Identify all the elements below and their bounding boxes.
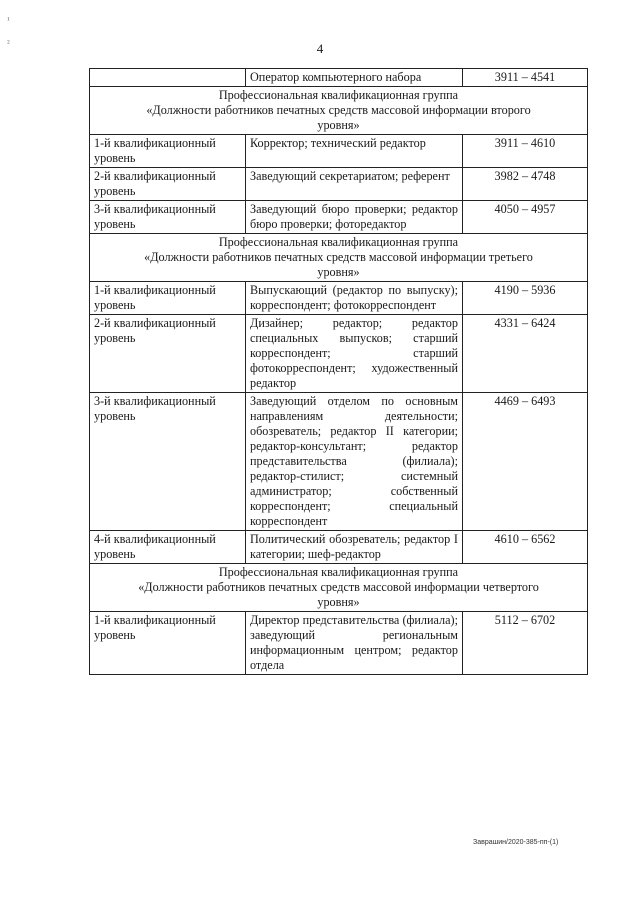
positions-cell: Заведующий секретариатом; референт [246, 168, 463, 201]
positions-cell: Выпускающий (редактор по выпуску); корреспондент; фотокорреспондент [246, 282, 463, 315]
group-header-row [90, 87, 588, 135]
qualification-level-cell [90, 168, 246, 201]
qualification-level-text: уровень [94, 151, 136, 165]
table-row [90, 315, 588, 393]
salary-range-cell: 4190 – 5936 [463, 282, 588, 315]
qualification-level-text: уровень [94, 298, 136, 312]
qualification-level-text: 2-й квалификационный [94, 169, 216, 183]
table-row [90, 531, 588, 564]
qualification-level-cell [90, 612, 246, 675]
qualification-level-text: уровень [94, 331, 136, 345]
group-header-line: «Должности работников печатных средств массовой информации второго [146, 103, 531, 117]
qualification-level-cell [90, 393, 246, 531]
positions-cell: Дизайнер; редактор; редактор специальных выпусков; старший корреспондент; старший фотокорреспондент; художественный редактор [246, 315, 463, 393]
qualification-level-cell [90, 315, 246, 393]
qualification-level-text: уровень [94, 184, 136, 198]
salary-range-cell: 5112 – 6702 [463, 612, 588, 675]
margin-mark: ² [7, 38, 10, 48]
qualification-level-text: 1-й квалификационный [94, 136, 216, 150]
qualification-level-text: уровень [94, 547, 136, 561]
group-header-row [90, 234, 588, 282]
group-header-line: «Должности работников печатных средств массовой информации четвертого [138, 580, 539, 594]
document-footer-code: Заврашин/2020-385-пп-(1) [473, 839, 559, 846]
table-row [90, 69, 588, 87]
salary-range-cell: 3982 – 4748 [463, 168, 588, 201]
table-row [90, 135, 588, 168]
qualification-level-text: 2-й квалификационный [94, 316, 216, 330]
group-header-cell [90, 564, 588, 612]
qualification-level-text: уровень [94, 217, 136, 231]
qualification-level-cell [90, 282, 246, 315]
qualification-level-text: 1-й квалификационный [94, 613, 216, 627]
group-header-line: Профессиональная квалификационная группа [218, 88, 459, 102]
table-row [90, 282, 588, 315]
qualification-level-cell [90, 201, 246, 234]
positions-cell: Корректор; технический редактор [246, 135, 463, 168]
salary-range-cell: 3911 – 4541 [463, 69, 588, 87]
table-row [90, 393, 588, 531]
salary-table-body [90, 69, 588, 675]
salary-range-cell: 3911 – 4610 [463, 135, 588, 168]
qualification-level-text: уровень [94, 628, 136, 642]
positions-cell: Заведующий бюро проверки; редактор бюро проверки; фоторедактор [246, 201, 463, 234]
table-row [90, 168, 588, 201]
qualification-level-cell [90, 69, 246, 87]
qualification-level-cell [90, 135, 246, 168]
table-row [90, 612, 588, 675]
salary-range-cell: 4050 – 4957 [463, 201, 588, 234]
qualification-level-text: уровень [94, 409, 136, 423]
group-header-line: Профессиональная квалификационная группа [218, 235, 459, 249]
group-header-line: Профессиональная квалификационная группа [218, 565, 459, 579]
salary-table [89, 68, 588, 675]
group-header-cell [90, 234, 588, 282]
positions-cell: Оператор компьютерного набора [246, 69, 463, 87]
salary-range-cell: 4331 – 6424 [463, 315, 588, 393]
qualification-level-text: 3-й квалификационный [94, 394, 216, 408]
qualification-level-text: 4-й квалификационный [94, 532, 216, 546]
positions-cell: Заведующий отделом по основным направлениям деятельности; обозреватель; редактор II категории; редактор-консультант; редактор представительства (филиала); редактор-стилист; системный администратор; собственный корреспондент; специальный корреспондент [246, 393, 463, 531]
positions-cell: Директор представительства (филиала); заведующий региональным информационным центром; редактор отдела [246, 612, 463, 675]
group-header-cell [90, 87, 588, 135]
table-row [90, 201, 588, 234]
salary-range-cell: 4469 – 6493 [463, 393, 588, 531]
qualification-level-text: 1-й квалификационный [94, 283, 216, 297]
page-number: 4 [316, 41, 324, 56]
salary-range-cell: 4610 – 6562 [463, 531, 588, 564]
margin-mark: ¹ [7, 15, 10, 25]
group-header-line: «Должности работников печатных средств массовой информации третьего [144, 250, 533, 264]
qualification-level-cell [90, 531, 246, 564]
qualification-level-text: 3-й квалификационный [94, 202, 216, 216]
group-header-line: уровня» [317, 118, 360, 132]
group-header-line: уровня» [317, 265, 360, 279]
group-header-line: уровня» [317, 595, 360, 609]
group-header-row [90, 564, 588, 612]
positions-cell: Политический обозреватель; редактор I категории; шеф-редактор [246, 531, 463, 564]
